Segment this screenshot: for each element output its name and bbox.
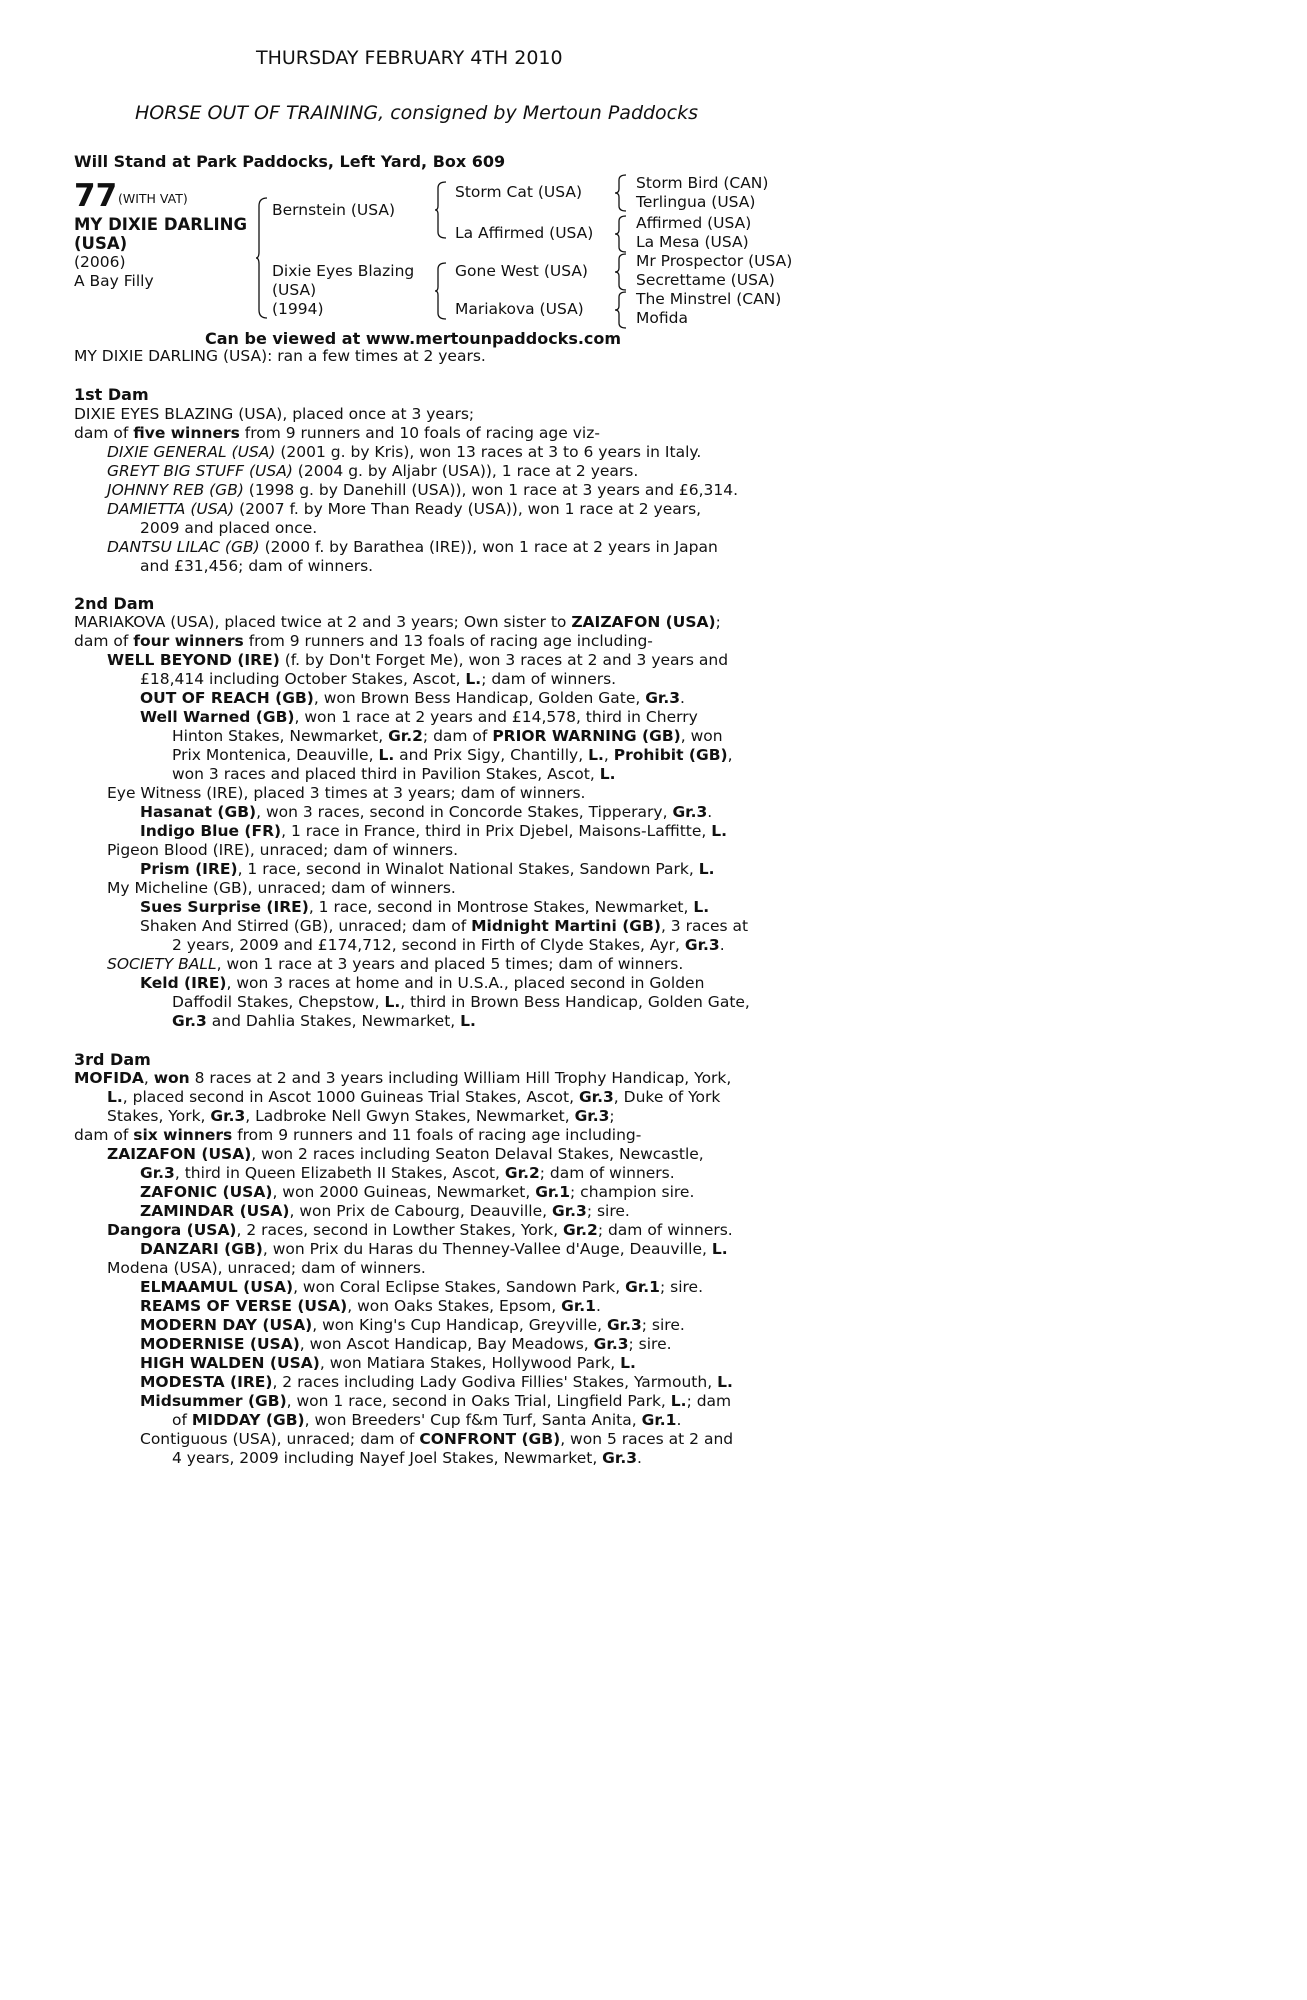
catalogue-date: THURSDAY FEBRUARY 4TH 2010: [256, 47, 563, 69]
third-dam-line: dam of six winners from 9 runners and 11 foals of racing age including-: [74, 1126, 642, 1144]
pedigree-brace-gg4: [614, 290, 628, 330]
third-dam-line: Contiguous (USA), unraced; dam of CONFRONT (GB), won 5 races at 2 and: [140, 1430, 734, 1448]
second-dam-line: dam of four winners from 9 runners and 13 foals of racing age including-: [74, 632, 653, 650]
second-dam-line: SOCIETY BALL, won 1 race at 3 years and placed 5 times; dam of winners.: [107, 955, 684, 973]
vat-note: (WITH VAT): [118, 191, 188, 206]
pedigree-sire: Bernstein (USA): [272, 201, 396, 219]
third-dam-line: MODESTA (IRE), 2 races including Lady Godiva Fillies' Stakes, Yarmouth, L.: [140, 1373, 733, 1391]
pedigree-dam: Dixie Eyes Blazing: [272, 262, 415, 280]
viewing-note: Can be viewed at www.mertounpaddocks.com: [205, 329, 622, 348]
second-dam-line: Shaken And Stirred (GB), unraced; dam of Midnight Martini (GB), 3 races at: [140, 917, 749, 935]
second-dam-line: Hinton Stakes, Newmarket, Gr.2; dam of PRIOR WARNING (GB), won: [172, 727, 723, 745]
pedigree-sire-dam: La Affirmed (USA): [455, 224, 594, 242]
pedigree-dam-dam: Mariakova (USA): [455, 300, 584, 318]
third-dam-line: of MIDDAY (GB), won Breeders' Cup f&m Turf, Santa Anita, Gr.1.: [172, 1411, 682, 1429]
pedigree-brace-dam: [434, 261, 448, 321]
second-dam-line: Hasanat (GB), won 3 races, second in Concorde Stakes, Tipperary, Gr.3.: [140, 803, 713, 821]
pedigree-dam-country: (USA): [272, 281, 317, 299]
second-dam-line: Well Warned (GB), won 1 race at 2 years and £14,578, third in Cherry: [140, 708, 698, 726]
second-dam-heading: 2nd Dam: [74, 594, 155, 613]
third-dam-line: MODERNISE (USA), won Ascot Handicap, Bay Meadows, Gr.3; sire.: [140, 1335, 672, 1353]
second-dam-line: MARIAKOVA (USA), placed twice at 2 and 3 years; Own sister to ZAIZAFON (USA);: [74, 613, 721, 631]
pedigree-brace-sire: [434, 180, 448, 240]
pedigree-gg-dss: Mr Prospector (USA): [636, 252, 793, 270]
third-dam-line: HIGH WALDEN (USA), won Matiara Stakes, Hollywood Park, L.: [140, 1354, 636, 1372]
second-dam-line: Gr.3 and Dahlia Stakes, Newmarket, L.: [172, 1012, 476, 1030]
first-dam-line: and £31,456; dam of winners.: [140, 557, 374, 575]
second-dam-line: Eye Witness (IRE), placed 3 times at 3 years; dam of winners.: [107, 784, 586, 802]
third-dam-line: ZAIZAFON (USA), won 2 races including Seaton Delaval Stakes, Newcastle,: [107, 1145, 704, 1163]
second-dam-line: OUT OF REACH (GB), won Brown Bess Handicap, Golden Gate, Gr.3.: [140, 689, 685, 707]
second-dam-line: Pigeon Blood (IRE), unraced; dam of winners.: [107, 841, 459, 859]
second-dam-line: £18,414 including October Stakes, Ascot, L.; dam of winners.: [140, 670, 617, 688]
third-dam-heading: 3rd Dam: [74, 1050, 151, 1069]
pedigree-brace-gg3: [614, 252, 628, 292]
pedigree-gg-sdd: La Mesa (USA): [636, 233, 749, 251]
second-dam-line: WELL BEYOND (IRE) (f. by Don't Forget Me), won 3 races at 2 and 3 years and: [107, 651, 729, 669]
second-dam-line: 2 years, 2009 and £174,712, second in Firth of Clyde Stakes, Ayr, Gr.3.: [172, 936, 725, 954]
horse-name-country: (USA): [74, 234, 128, 253]
first-dam-line: DIXIE GENERAL (USA) (2001 g. by Kris), won 13 races at 3 to 6 years in Italy.: [107, 443, 702, 461]
horse-name: MY DIXIE DARLING: [74, 215, 248, 234]
third-dam-line: L., placed second in Ascot 1000 Guineas Trial Stakes, Ascot, Gr.3, Duke of York: [107, 1088, 721, 1106]
pedigree-gg-ddd: Mofida: [636, 309, 688, 327]
second-dam-line: won 3 races and placed third in Pavilion Stakes, Ascot, L.: [172, 765, 616, 783]
pedigree-dam-sire: Gone West (USA): [455, 262, 588, 280]
third-dam-line: Gr.3, third in Queen Elizabeth II Stakes, Ascot, Gr.2; dam of winners.: [140, 1164, 675, 1182]
third-dam-line: ZAFONIC (USA), won 2000 Guineas, Newmarket, Gr.1; champion sire.: [140, 1183, 695, 1201]
third-dam-line: 4 years, 2009 including Nayef Joel Stakes, Newmarket, Gr.3.: [172, 1449, 642, 1467]
second-dam-line: Sues Surprise (IRE), 1 race, second in Montrose Stakes, Newmarket, L.: [140, 898, 710, 916]
pedigree-sire-sire: Storm Cat (USA): [455, 183, 583, 201]
pedigree-brace-main: [255, 196, 269, 320]
pedigree-dam-year: (1994): [272, 300, 324, 318]
stand-location: Will Stand at Park Paddocks, Left Yard, Box 609: [74, 152, 506, 171]
first-dam-heading: 1st Dam: [74, 385, 149, 404]
pedigree-gg-dsd: Secrettame (USA): [636, 271, 775, 289]
second-dam-line: Indigo Blue (FR), 1 race in France, third in Prix Djebel, Maisons-Laffitte, L.: [140, 822, 728, 840]
third-dam-line: DANZARI (GB), won Prix du Haras du Thenney-Vallee d'Auge, Deauville, L.: [140, 1240, 728, 1258]
second-dam-line: My Micheline (GB), unraced; dam of winners.: [107, 879, 456, 897]
third-dam-line: ELMAAMUL (USA), won Coral Eclipse Stakes, Sandown Park, Gr.1; sire.: [140, 1278, 703, 1296]
pedigree-brace-gg1: [614, 173, 628, 213]
pedigree-gg-sss: Storm Bird (CAN): [636, 174, 769, 192]
second-dam-line: Daffodil Stakes, Chepstow, L., third in Brown Bess Handicap, Golden Gate,: [172, 993, 750, 1011]
first-dam-line: GREYT BIG STUFF (USA) (2004 g. by Aljabr (USA)), 1 race at 2 years.: [107, 462, 639, 480]
consignor-heading: HORSE OUT OF TRAINING, consigned by Mertoun Paddocks: [135, 102, 699, 124]
horse-description: A Bay Filly: [74, 272, 154, 290]
first-dam-line: 2009 and placed once.: [140, 519, 318, 537]
third-dam-line: REAMS OF VERSE (USA), won Oaks Stakes, Epsom, Gr.1.: [140, 1297, 601, 1315]
pedigree-brace-gg2: [614, 214, 628, 254]
third-dam-line: Midsummer (GB), won 1 race, second in Oaks Trial, Lingfield Park, L.; dam: [140, 1392, 732, 1410]
third-dam-line: MODERN DAY (USA), won King's Cup Handicap, Greyville, Gr.3; sire.: [140, 1316, 685, 1334]
second-dam-line: Prix Montenica, Deauville, L. and Prix Sigy, Chantilly, L., Prohibit (GB),: [172, 746, 733, 764]
foaling-year: (2006): [74, 253, 126, 271]
third-dam-line: ZAMINDAR (USA), won Prix de Cabourg, Deauville, Gr.3; sire.: [140, 1202, 630, 1220]
pedigree-gg-dds: The Minstrel (CAN): [636, 290, 782, 308]
first-dam-line: JOHNNY REB (GB) (1998 g. by Danehill (USA)), won 1 race at 3 years and £6,314.: [107, 481, 739, 499]
third-dam-line: Dangora (USA), 2 races, second in Lowther Stakes, York, Gr.2; dam of winners.: [107, 1221, 733, 1239]
second-dam-line: Keld (IRE), won 3 races at home and in U.S.A., placed second in Golden: [140, 974, 705, 992]
pedigree-gg-ssd: Terlingua (USA): [636, 193, 756, 211]
lot-number: 77: [74, 178, 118, 214]
second-dam-line: Prism (IRE), 1 race, second in Winalot National Stakes, Sandown Park, L.: [140, 860, 715, 878]
first-dam-line: DAMIETTA (USA) (2007 f. by More Than Ready (USA)), won 1 race at 2 years,: [107, 500, 702, 518]
first-dam-line: dam of five winners from 9 runners and 10 foals of racing age viz-: [74, 424, 600, 442]
race-record: MY DIXIE DARLING (USA): ran a few times at 2 years.: [74, 347, 486, 365]
third-dam-line: Stakes, York, Gr.3, Ladbroke Nell Gwyn Stakes, Newmarket, Gr.3;: [107, 1107, 615, 1125]
first-dam-line: DANTSU LILAC (GB) (2000 f. by Barathea (IRE)), won 1 race at 2 years in Japan: [107, 538, 718, 556]
first-dam-line: DIXIE EYES BLAZING (USA), placed once at 3 years;: [74, 405, 475, 423]
pedigree-gg-sds: Affirmed (USA): [636, 214, 752, 232]
third-dam-line: Modena (USA), unraced; dam of winners.: [107, 1259, 426, 1277]
third-dam-line: MOFIDA, won 8 races at 2 and 3 years including William Hill Trophy Handicap, York,: [74, 1069, 732, 1087]
